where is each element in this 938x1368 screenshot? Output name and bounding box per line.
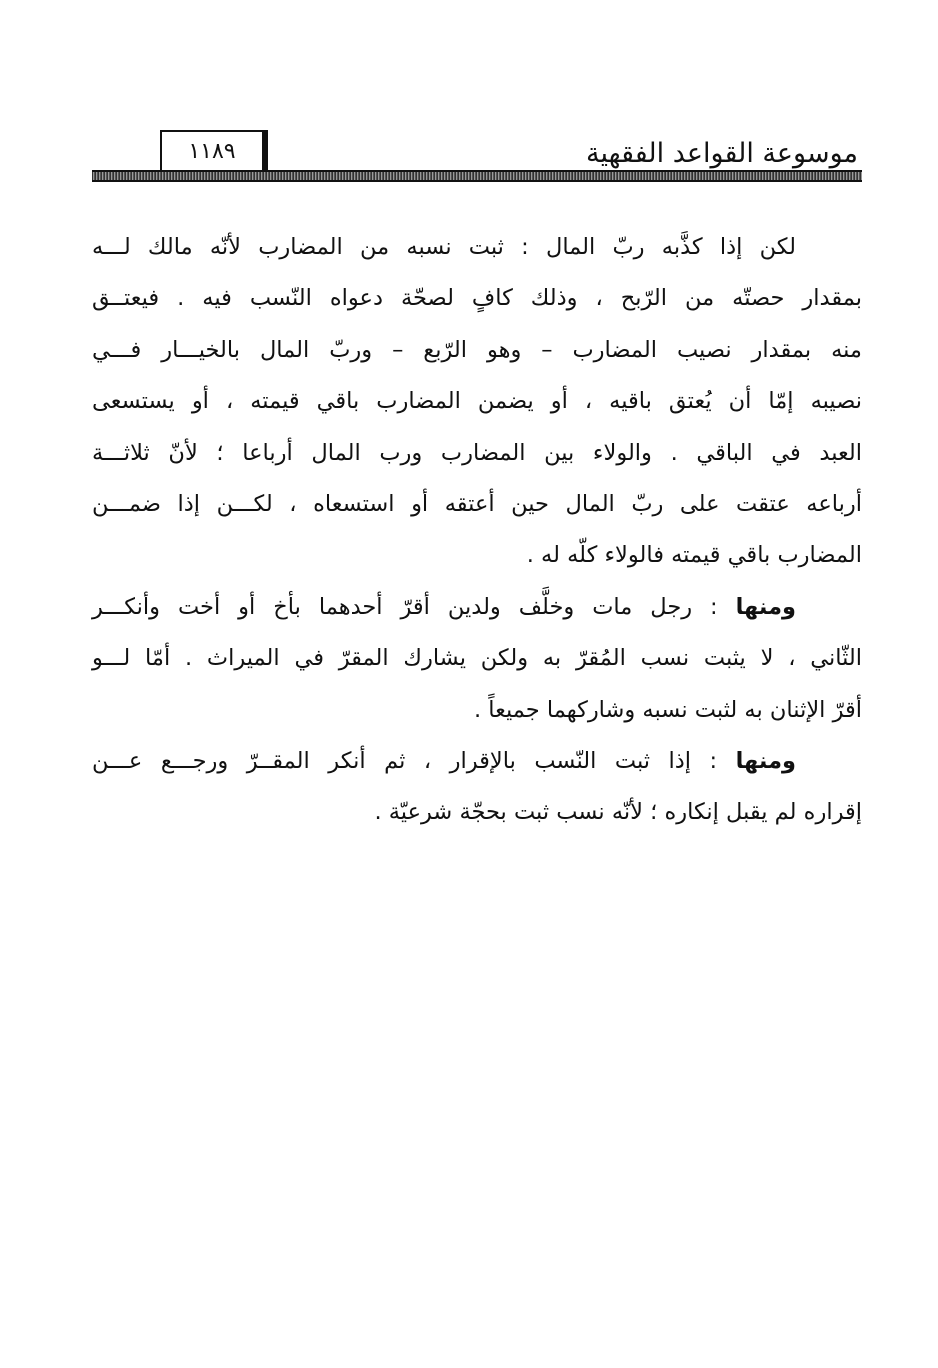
running-title: موسوعة القواعد الفقهية [586,138,858,169]
paragraph-1 [92,222,862,582]
text-line: إقراره لم يقبل إنكاره ؛ لأنّه نسب ثبت بحجّة شرعيّة . [374,799,862,826]
text-line: أقرّ الإثنان به لثبت نسبه وشاركهما جميعاً . [474,696,862,723]
paragraph-2 [92,582,862,736]
page-number: ١١٨٩ [160,130,268,174]
paragraph-lead: ومنها [735,748,796,775]
text-line: لكن إذا كذَّبه ربّ المال : ثبت نسبه من المضارب لأنّه مالك لـــه [92,234,796,260]
text-line: نصيبه إمّا أن يُعتق باقيه ، أو يضمن المضارب باقي قيمته ، أو يستسعى [92,388,862,415]
text-line-rest: : إذا ثبت النّسب بالإقرار ، ثم أنكر المقــرّ ورجـــع عـــن [92,748,736,775]
text-line: منه بمقدار نصيب المضارب – وهو الرّبع – وربّ المال بالخيـــار فـــي [92,336,862,363]
header-rule [92,170,862,182]
text-line: العبد في الباقي . والولاء بين المضارب ورب المال أرباعا ؛ لأنّ ثلاثـــة [92,439,862,466]
paragraph-lead: ومنها [735,593,796,620]
text-line: المضارب باقي قيمته فالولاء كلّه له . [526,542,862,569]
body-text [92,222,862,839]
text-line: أرباعه عتقت على ربّ المال حين أعتقه أو استسعاه ، لكـــن إذا ضمـــن [92,491,862,518]
text-line [92,582,862,633]
text-line: الثّاني ، لا يثبت نسب المُقرّ به ولكن يشارك المقرّ في الميراث . أمّا لـــو [92,645,862,672]
paragraph-3 [92,736,862,839]
text-line: بمقدار حصتّه من الرّبح ، وذلك كافٍ لصحّة دعواه النّسب فيه . فيعتــق [92,285,862,312]
text-line [92,736,862,787]
text-line-rest: : رجل مات وخلَّف ولدين أقرّ أحدهما بأخ أو أخت وأنكـــر [92,593,736,620]
